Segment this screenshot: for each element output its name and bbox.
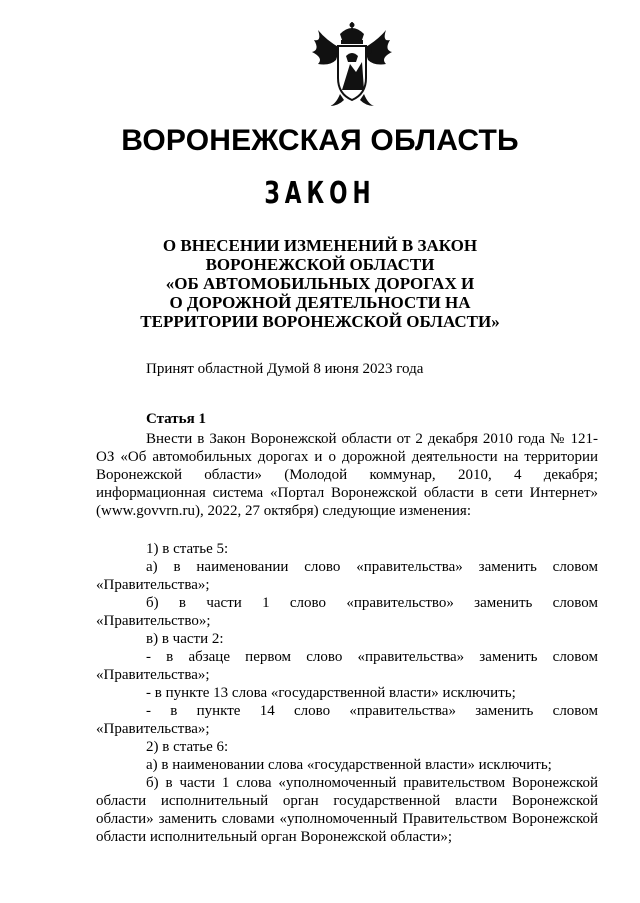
article-intro: Внести в Закон Воронежской области от 2 декабря 2010 года № 121-ОЗ «Об автомобильных дорогах и о дорожной деятельности на территории Воронежской области» (Молодой коммунар, 2010, 4 декабря; информационная система «Портал Воронежской области в сети Интернет» (www.govvrn.ru), 2022, 27 октября) следующие изменения: — [96, 431, 598, 519]
region-title: ВОРОНЕЖСКАЯ ОБЛАСТЬ — [121, 124, 519, 157]
article-item: б) в части 1 слова «уполномоченный правительством Воронежской области исполнительный орган государственной власти Воронежской области» заменить словами «уполномоченный Правительством Воронежской области исполнительный орган Воронежской области»; — [96, 775, 598, 845]
article-body — [96, 430, 598, 846]
article-item: - в абзаце первом слово «правительства» заменить словом «Правительства»; — [96, 649, 598, 683]
law-title — [0, 236, 640, 331]
law-title-line: ТЕРРИТОРИИ ВОРОНЕЖСКОЙ ОБЛАСТИ» — [140, 312, 500, 331]
article-item: а) в наименовании слова «государственной власти» исключить; — [146, 757, 552, 773]
law-title-line: О ДОРОЖНОЙ ДЕЯТЕЛЬНОСТИ НА — [169, 293, 471, 312]
article-item: - в пункте 13 слова «государственной власти» исключить; — [146, 685, 516, 701]
article-item: 1) в статье 5: — [146, 541, 229, 557]
article-item: а) в наименовании слово «правительства» заменить словом «Правительства»; — [96, 559, 598, 593]
law-title-line: О ВНЕСЕНИИ ИЗМЕНЕНИЙ В ЗАКОН — [162, 236, 478, 255]
article-item: 2) в статье 6: — [146, 739, 229, 755]
adoption-date: Принят областной Думой 8 июня 2023 года — [146, 361, 424, 377]
article-item: в) в части 2: — [146, 631, 224, 647]
voronezh-coat-of-arms-icon — [296, 20, 408, 108]
article-item: - в пункте 14 слово «правительства» заменить словом «Правительства»; — [96, 703, 598, 737]
law-title-line: ВОРОНЕЖСКОЙ ОБЛАСТИ — [205, 255, 435, 274]
article-heading: Статья 1 — [146, 411, 206, 427]
document-type: ЗАКОН — [264, 176, 376, 211]
law-title-line: «ОБ АВТОМОБИЛЬНЫХ ДОРОГАХ И — [165, 274, 475, 293]
article-item: б) в части 1 слово «правительство» заменить словом «Правительство»; — [96, 595, 598, 629]
